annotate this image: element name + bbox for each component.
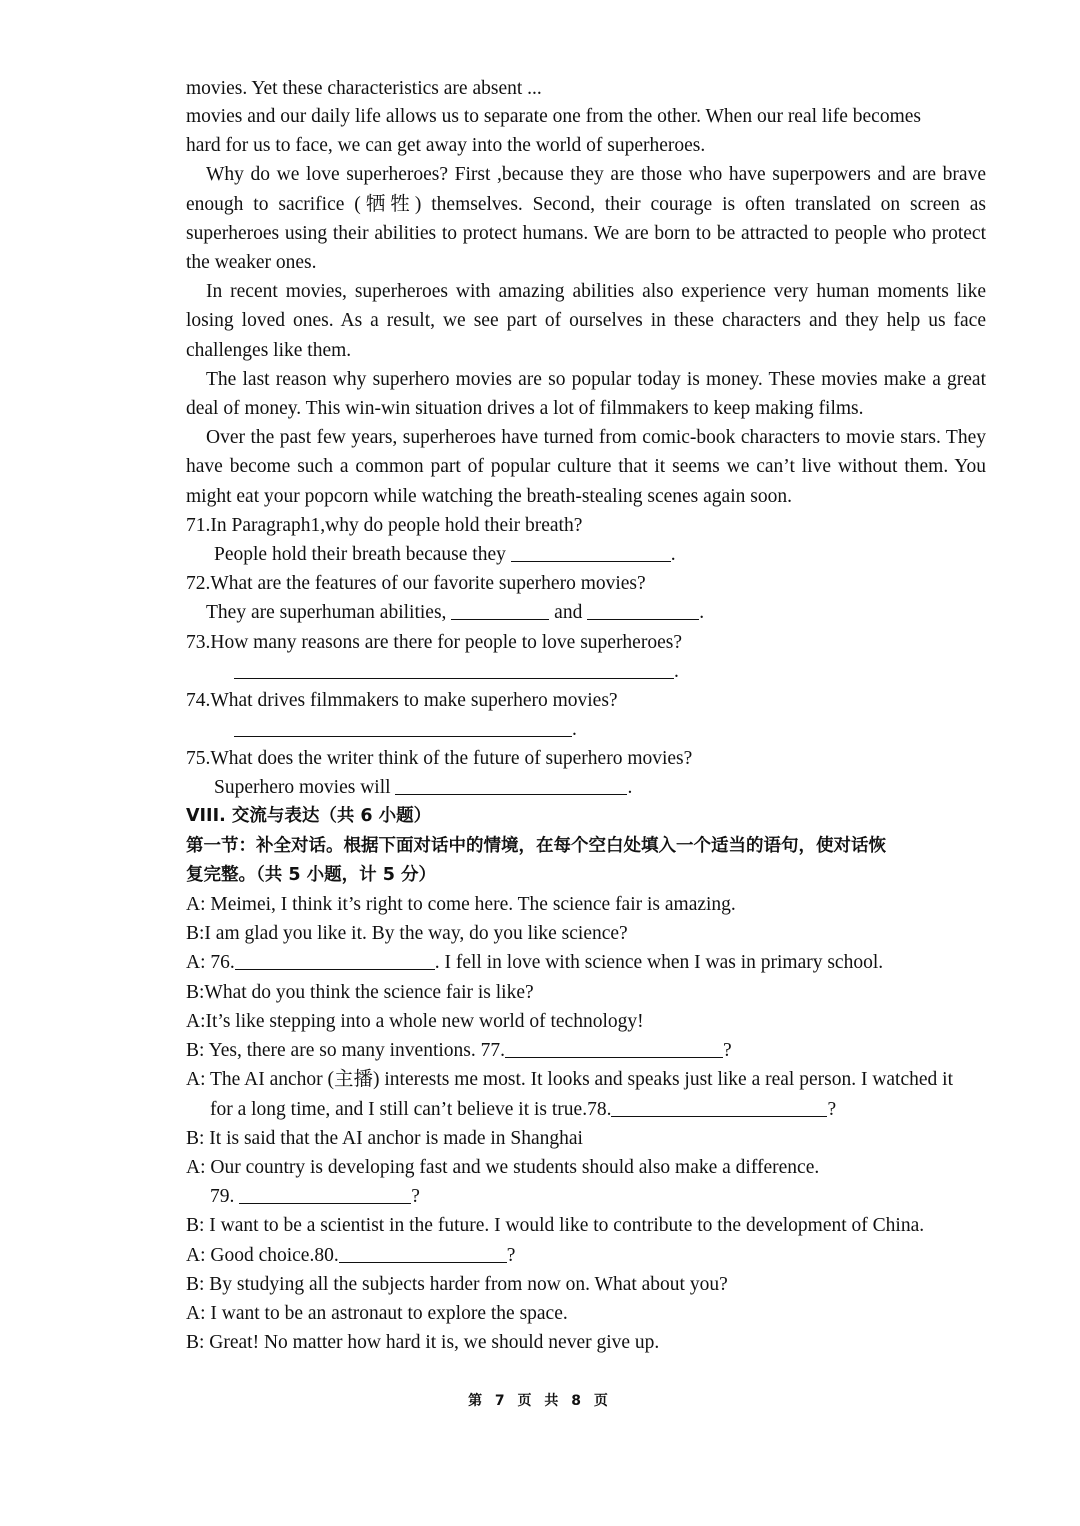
paragraph-line: hard for us to face, we can get away into the world of superheroes. (186, 135, 706, 157)
dialogue-line: B: By studying all the subjects harder from now on. What about you? (186, 1273, 728, 1295)
dialogue-line: A: 76. . I fell in love with science when I was in primary school. (186, 948, 986, 977)
answer-73: . (186, 657, 986, 686)
dialogue-line: B: Great! No matter how hard it is, we should never give up. (186, 1332, 660, 1354)
dialogue-line: A: Good choice.80. ? (186, 1241, 986, 1270)
answer-blank-78[interactable] (611, 1096, 827, 1117)
answer-blank-79[interactable] (239, 1183, 411, 1204)
answer-blank-80[interactable] (339, 1242, 507, 1263)
answer-blank-71[interactable] (511, 541, 671, 562)
dialogue-line: A: Our country is developing fast and we students should also make a difference. (186, 1156, 820, 1178)
paragraph-line: movies and our daily life allows us to separate one from the other. When our real life becomes (186, 106, 921, 127)
cut-off-line: movies. Yet these characteristics are absent ... (186, 78, 542, 99)
dialogue-line: for a long time, and I still can’t believe it is true.78. ? (186, 1095, 986, 1124)
exam-page (186, 78, 986, 1357)
dialogue-line: B:I am glad you like it. By the way, do you like science? (186, 923, 628, 945)
question-73: 73.How many reasons are there for people to love superheroes? (186, 631, 682, 653)
dialogue-line: B: It is said that the AI anchor is made in Shanghai (186, 1127, 583, 1149)
answer-74: . (186, 715, 986, 744)
dialogue-line: A: The AI anchor (主播) interests me most. It looks and speaks just like a real person. I watched it (186, 1069, 953, 1091)
page-number: 第 7 页 共 8 页 (468, 1393, 612, 1409)
answer-blank-76[interactable] (235, 949, 435, 970)
answer-75: Superhero movies will . (186, 773, 986, 802)
dialogue-line: B: Yes, there are so many inventions. 77. ? (186, 1036, 986, 1065)
answer-blank-72b[interactable] (587, 599, 699, 620)
answer-blank-74[interactable] (234, 716, 572, 737)
answer-blank-73[interactable] (234, 658, 674, 679)
section-instruction: 复完整。（共 5 小题，计 5 分） (186, 864, 436, 885)
paragraph-4: The last reason why superhero movies are so popular today is money. These movies make a great deal of money. This win-win situation drives a lot of filmmakers to keep making films. (186, 368, 986, 420)
dialogue-line: B:What do you think the science fair is like? (186, 981, 534, 1003)
answer-blank-75[interactable] (395, 774, 627, 795)
paragraph-2: Why do we love superheroes? First ,because they are those who have superpowers and are brave enough to sacrifice (牺牲) themselves. Second, their courage is often translated on screen as superheroes using their abilities to protect humans. We are born to be attracted to people who protect the weaker ones. (186, 164, 986, 274)
question-74: 74.What drives filmmakers to make superhero movies? (186, 689, 618, 711)
paragraph-5: Over the past few years, superheroes have turned from comic-book characters to movie stars. They have become such a common part of popular culture that it seems we can’t live without them. You might eat your popcorn while watching the breath-stealing scenes again soon. (186, 427, 986, 507)
section-instruction: 第一节：补全对话。根据下面对话中的情境，在每个空白处填入一个适当的语句，使对话恢 (186, 835, 886, 856)
answer-72: They are superhuman abilities, and . (186, 598, 986, 627)
dialogue-line: A: Meimei, I think it’s right to come here. The science fair is amazing. (186, 894, 736, 916)
answer-blank-77[interactable] (505, 1037, 723, 1058)
question-72: 72.What are the features of our favorite superhero movies? (186, 573, 646, 595)
answer-blank-72a[interactable] (451, 599, 549, 620)
question-75: 75.What does the writer think of the future of superhero movies? (186, 748, 693, 770)
dialogue-line: A:It’s like stepping into a whole new world of technology! (186, 1010, 644, 1032)
section-title: VIII. 交流与表达（共 6 小题） (186, 806, 432, 827)
dialogue-line: A: I want to be an astronaut to explore the space. (186, 1302, 568, 1324)
dialogue-line: 79. ? (186, 1182, 986, 1211)
question-71: 71.In Paragraph1,why do people hold their breath? (186, 514, 583, 536)
dialogue-line: B: I want to be a scientist in the future. I would like to contribute to the development of China. (186, 1215, 925, 1237)
answer-71: People hold their breath because they . (186, 540, 986, 569)
paragraph-3: In recent movies, superheroes with amazing abilities also experience very human moments like losing loved ones. As a result, we see part of ourselves in these characters and they help us face challenges like them. (186, 281, 986, 361)
